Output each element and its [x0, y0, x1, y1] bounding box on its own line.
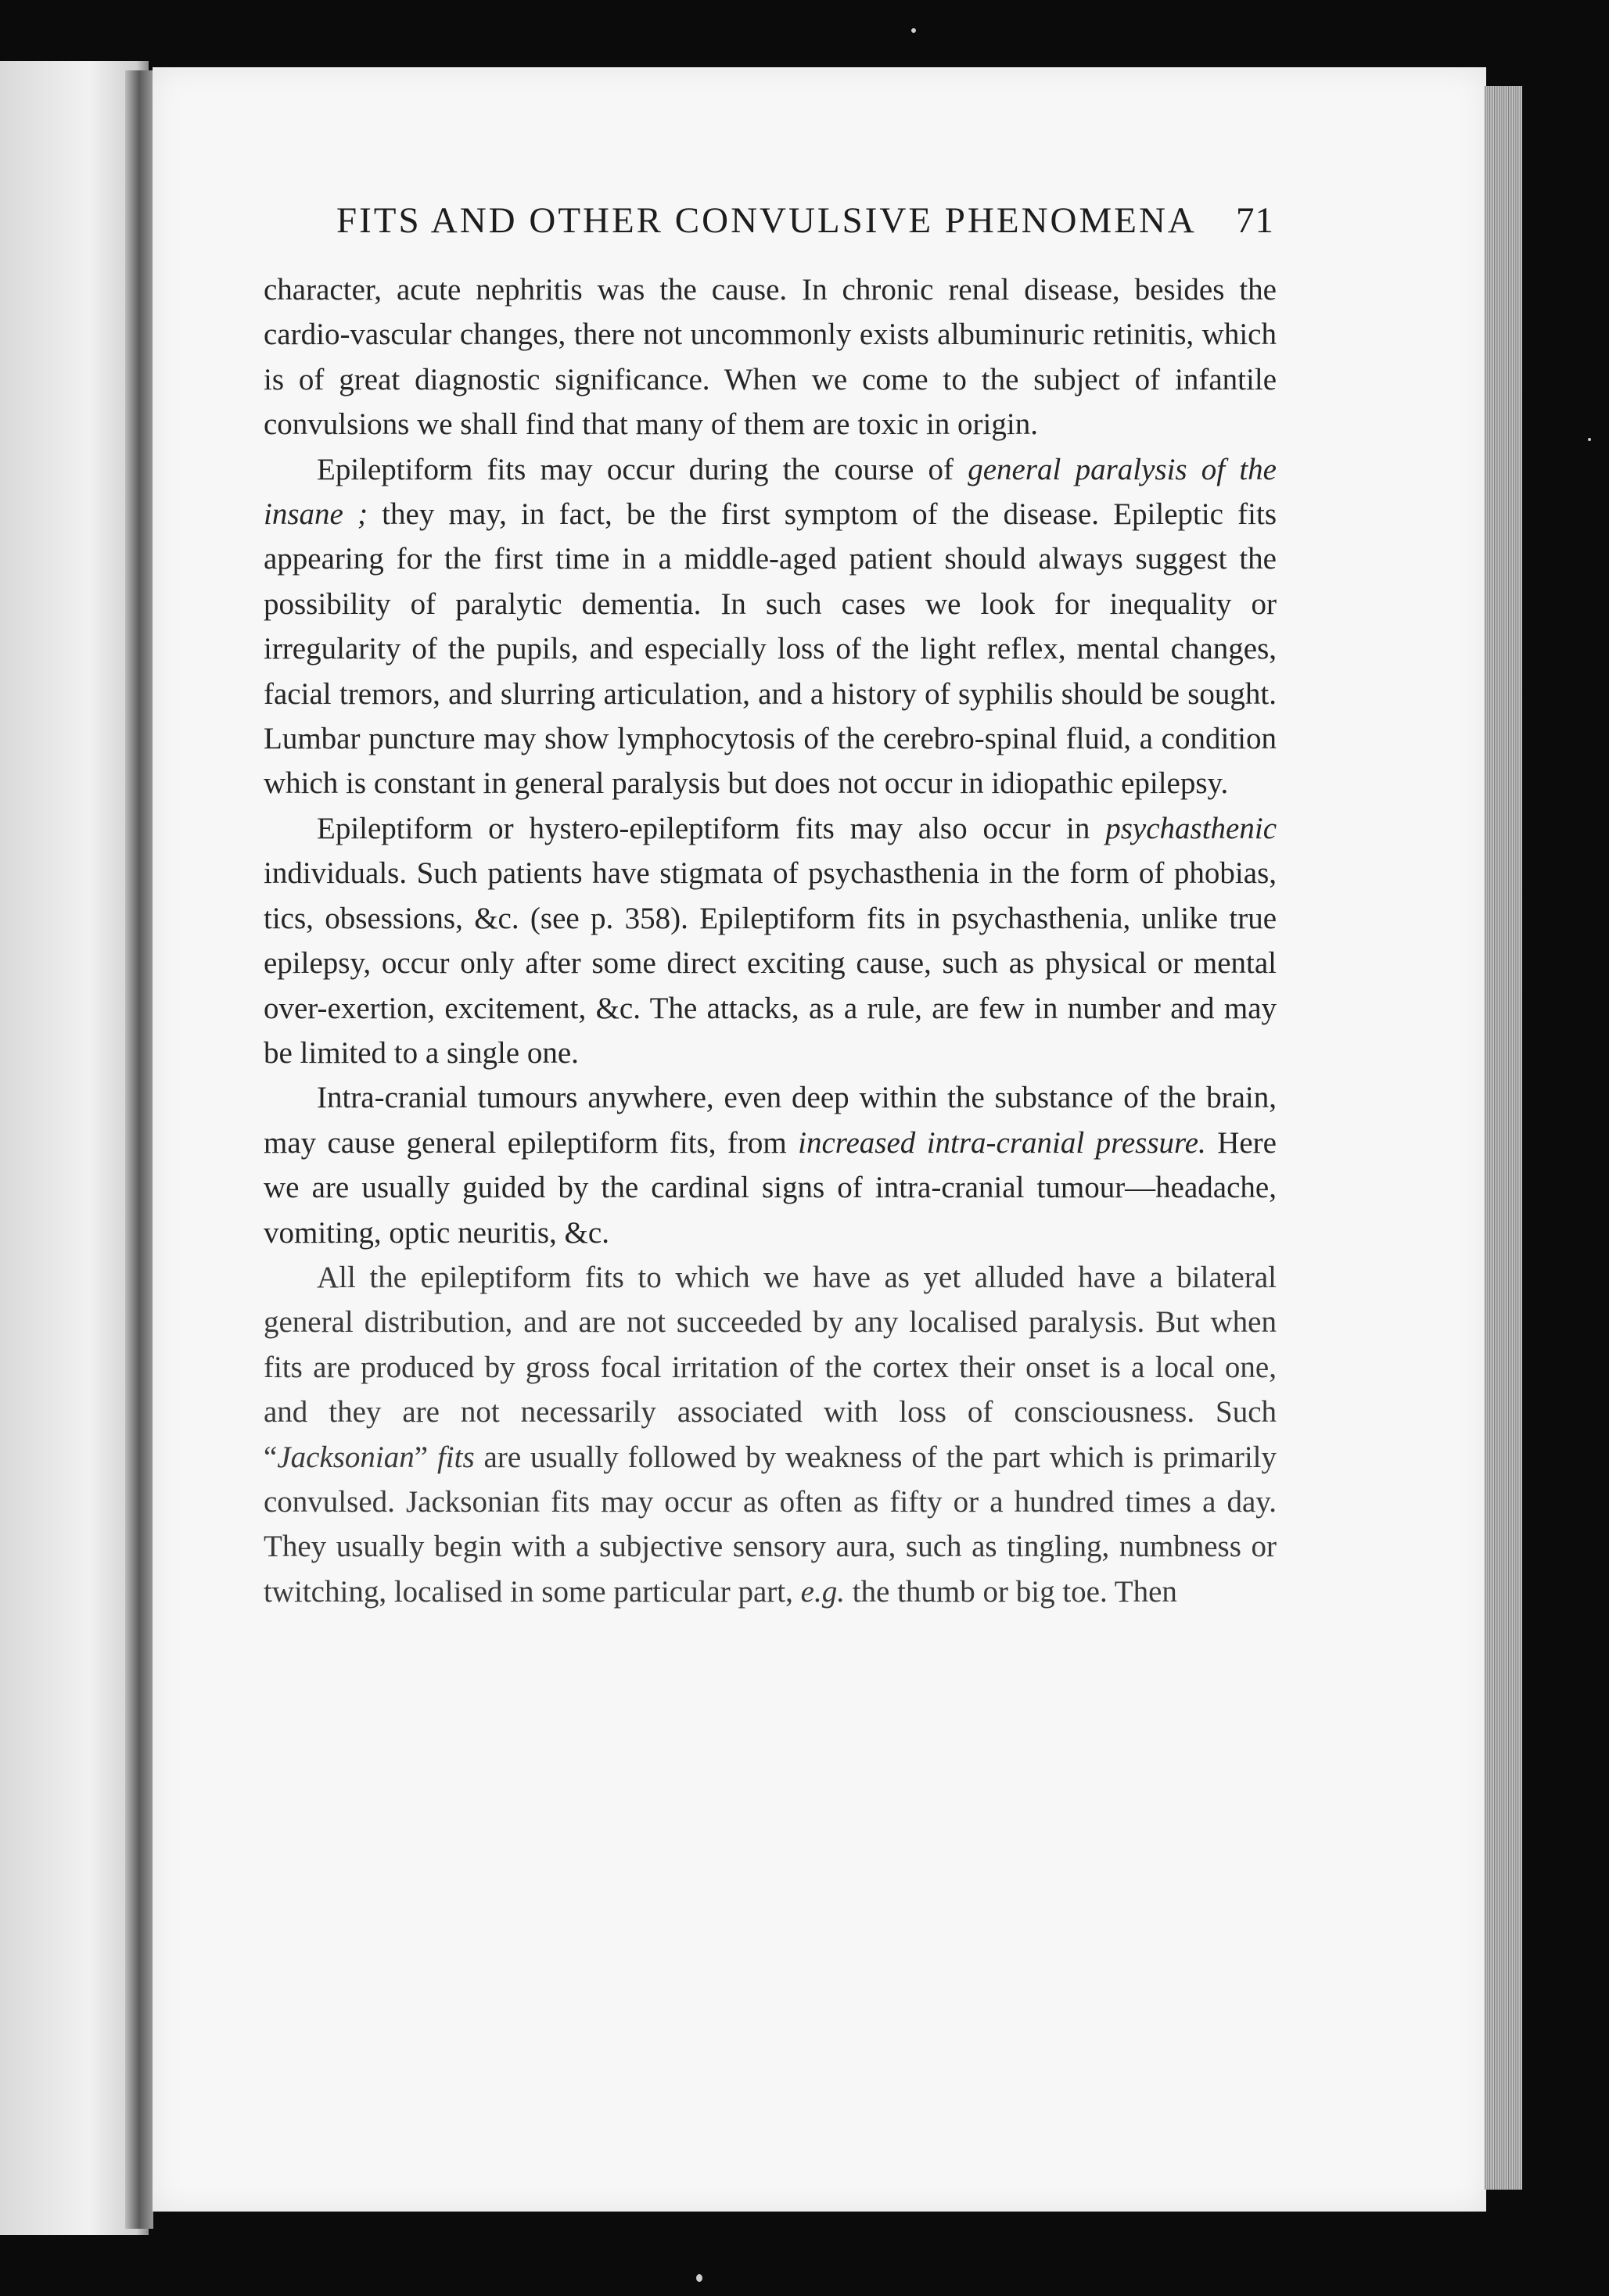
body-paragraph	[264, 1255, 1277, 1614]
dust-speck	[911, 28, 916, 33]
italic-text: psychasthenic	[1105, 811, 1277, 845]
text-run: Intra-cranial tumours anywhere, even deep within the substance of the brain, may cause general epileptiform fits, from	[264, 1081, 1277, 1160]
body-text	[264, 267, 1277, 1614]
text-run: are usually followed by weakness of the part which is primarily convulsed. Jacksonian fits may occur as often as fifty or a hundred times a day. They usually begin with a subjective sensory aura, such as tingling, numbness or twitching, localised in some particular part,	[264, 1440, 1277, 1609]
dust-speck	[696, 2274, 702, 2282]
italic-text: general paralysis of the insane ;	[264, 452, 1277, 532]
text-run: ”	[414, 1440, 437, 1474]
book-gutter	[125, 70, 153, 2229]
body-paragraph	[264, 1075, 1277, 1255]
italic-text: e.g.	[800, 1574, 845, 1609]
running-head-title: FITS AND OTHER CONVULSIVE PHENOMENA	[336, 200, 1197, 241]
text-run: individuals. Such patients have stigmata of psychasthenia in the form of phobias, tics, obsessions, &c. (see p. 358). Epileptiform fits in psychasthenia, unlike true epilepsy, occur only after some direct exciting cause, such as physical or mental over-exertion, excitement, &c. The attacks, as a rule, are few in number and may be limited to a single one.	[264, 856, 1277, 1070]
body-paragraph	[264, 267, 1277, 447]
running-head	[336, 199, 1275, 242]
page-number: 71	[1236, 200, 1274, 241]
text-run: character, acute nephritis was the cause. In chronic renal disease, besides the cardio-vascular changes, there not uncommonly exists albuminuric retinitis, which is of great diagnostic significance. When we come to the subject of infantile convulsions we shall find that many of them are toxic in origin.	[264, 273, 1277, 442]
italic-text: Jacksonian	[277, 1440, 415, 1474]
dust-speck	[1588, 438, 1591, 441]
text-run: Epileptiform or hystero-epileptiform fits may also occur in	[317, 811, 1106, 845]
body-paragraph	[264, 806, 1277, 1075]
text-run: Here we are usually guided by the cardinal signs of intra-cranial tumour—headache, vomiting, optic neuritis, &c.	[264, 1125, 1277, 1250]
text-run: they may, in fact, be the first symptom of the disease. Epileptic fits appearing for the first time in a middle-aged patient should always suggest the possibility of paralytic dementia. In such cases we look for inequality or irregularity of the pupils, and especially loss of the light reflex, mental changes, facial tremors, and slurring articulation, and a history of syphilis should be sought. Lumbar puncture may show lymphocytosis of the cerebro-spinal fluid, a condition which is constant in general paralysis but does not occur in idiopathic epilepsy.	[264, 497, 1277, 801]
text-run: the thumb or big toe. Then	[844, 1574, 1177, 1609]
text-run: All the epileptiform fits to which we have as yet alluded have a bilateral general distribution, and are not succeeded by any localised paralysis. But when fits are produced by gross focal irritation of the cortex their onset is a local one, and they are not necessarily associated with loss of consciousness. Such “	[264, 1260, 1277, 1474]
page-stack-edges	[1485, 86, 1522, 2190]
text-run: Epileptiform fits may occur during the course of	[317, 452, 968, 486]
body-paragraph	[264, 447, 1277, 806]
italic-text: increased intra-cranial pressure.	[798, 1125, 1206, 1160]
italic-text: fits	[436, 1440, 475, 1474]
